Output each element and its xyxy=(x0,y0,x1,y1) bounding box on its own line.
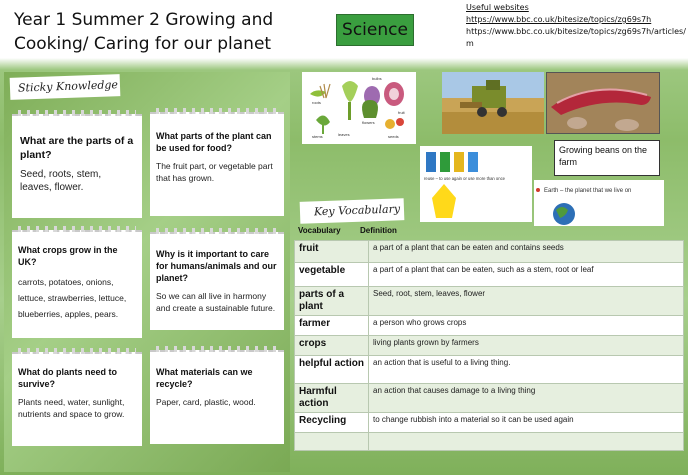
vocab-definition: an action that is useful to a living thing. xyxy=(369,356,684,384)
useful-websites xyxy=(466,2,688,50)
vocab-word-empty xyxy=(295,433,369,451)
earth-image xyxy=(534,180,664,226)
vocab-word: farmer xyxy=(295,316,369,336)
table-row xyxy=(295,384,684,413)
websites-label: Useful websites xyxy=(466,3,529,12)
card-question: What parts of the plant can be used for food? xyxy=(156,131,272,153)
plant-label-stems: stems xyxy=(312,134,323,139)
website-link-2[interactable]: https://www.bbc.co.uk/bitesize/topics/zg69s7h/articles/m xyxy=(466,27,686,48)
table-row xyxy=(295,263,684,287)
knowledge-card xyxy=(12,352,142,446)
vocab-word: vegetable xyxy=(295,263,369,287)
card-question: What do plants need to survive? xyxy=(18,367,117,389)
vocab-definition: Seed, root, stem, leaves, flower xyxy=(369,287,684,316)
recycling-bins-illustration xyxy=(420,146,532,222)
card-pins xyxy=(156,108,278,114)
card-answer: Plants need, water, sunlight, nutrients and space to grow. xyxy=(18,397,125,419)
key-vocabulary-heading: Key Vocabulary xyxy=(300,198,405,224)
card-answer: Paper, card, plastic, wood. xyxy=(156,397,256,407)
vocab-definition: a part of a plant that can be eaten and contains seeds xyxy=(369,241,684,263)
plant-parts-illustration xyxy=(302,72,416,144)
card-question: What crops grow in the UK? xyxy=(18,245,118,267)
card-question: What are the parts of a plant? xyxy=(20,135,134,161)
plant-label-flowers: flowers xyxy=(362,120,375,125)
plant-label-roots: roots xyxy=(312,100,321,105)
card-pins xyxy=(156,228,278,234)
knowledge-card xyxy=(12,230,142,338)
table-row xyxy=(295,241,684,263)
vocab-word: Harmful action xyxy=(295,384,369,413)
plant-label-leaves: leaves xyxy=(338,132,350,137)
vocabulary-table xyxy=(294,240,684,451)
card-pins xyxy=(156,346,278,352)
vocabulary-column-headers xyxy=(296,224,484,238)
knowledge-card xyxy=(12,114,142,218)
beans-illustration xyxy=(547,73,659,133)
harvester-illustration xyxy=(442,72,544,134)
earth-illustration xyxy=(534,180,664,226)
vocab-word: crops xyxy=(295,336,369,356)
earth-text: Earth – the planet that we live on xyxy=(544,188,632,194)
card-answer: So we can all live in harmony and create a sustainable future. xyxy=(156,291,276,313)
sticky-knowledge-heading: Sticky Knowledge xyxy=(10,74,121,100)
website-link-1[interactable]: https://www.bbc.co.uk/bitesize/topics/zg69s7h xyxy=(466,15,652,24)
vocab-word: fruit xyxy=(295,241,369,263)
plant-label-bulbs: bulbs xyxy=(372,76,382,81)
vocab-definition: a person who grows crops xyxy=(369,316,684,336)
knowledge-card xyxy=(150,232,284,330)
vocab-definition-empty xyxy=(369,433,684,451)
table-row xyxy=(295,287,684,316)
subject-badge: Science xyxy=(336,14,414,46)
plant-label-fruit: fruit xyxy=(398,110,405,115)
card-pins xyxy=(18,226,136,232)
card-pins xyxy=(18,110,136,116)
card-answer: carrots, potatoes, onions, lettuce, strawberries, lettuce, blueberries, apples, pears. xyxy=(18,277,127,319)
page-title: Year 1 Summer 2 Growing and Cooking/ Caring for our planet xyxy=(14,10,274,54)
knowledge-card xyxy=(150,350,284,444)
table-row xyxy=(295,433,684,451)
table-row xyxy=(295,316,684,336)
farm-caption: Growing beans on the farm xyxy=(554,140,660,176)
vocab-definition: to change rubbish into a material so it can be used again xyxy=(369,413,684,433)
reuse-text: reuse – to use again or use more than once xyxy=(424,176,506,181)
card-answer: Seed, roots, stem, leaves, flower. xyxy=(20,169,102,193)
vocab-column-header: Vocabulary xyxy=(298,226,341,235)
vocab-definition: living plants grown by farmers xyxy=(369,336,684,356)
reuse-image xyxy=(420,146,532,222)
table-row xyxy=(295,356,684,384)
knowledge-card xyxy=(150,112,284,216)
vocab-definition: an action that causes damage to a living thing xyxy=(369,384,684,413)
definition-column-header: Definition xyxy=(360,226,397,235)
plant-parts-image xyxy=(302,72,416,144)
card-question: Why is it important to care for humans/animals and our planet? xyxy=(156,249,277,283)
card-pins xyxy=(18,348,136,354)
table-row xyxy=(295,413,684,433)
harvester-photo xyxy=(442,72,544,134)
beans-photo xyxy=(546,72,660,134)
vocab-word: parts of a plant xyxy=(295,287,369,316)
card-answer: The fruit part, or vegetable part that has grown. xyxy=(156,161,273,183)
vocab-definition: a part of a plant that can be eaten, such as a stem, root or leaf xyxy=(369,263,684,287)
vocab-word: helpful action xyxy=(295,356,369,384)
vocab-word: Recycling xyxy=(295,413,369,433)
plant-label-seeds: seeds xyxy=(388,134,399,139)
table-row xyxy=(295,336,684,356)
card-question: What materials can we recycle? xyxy=(156,367,253,389)
